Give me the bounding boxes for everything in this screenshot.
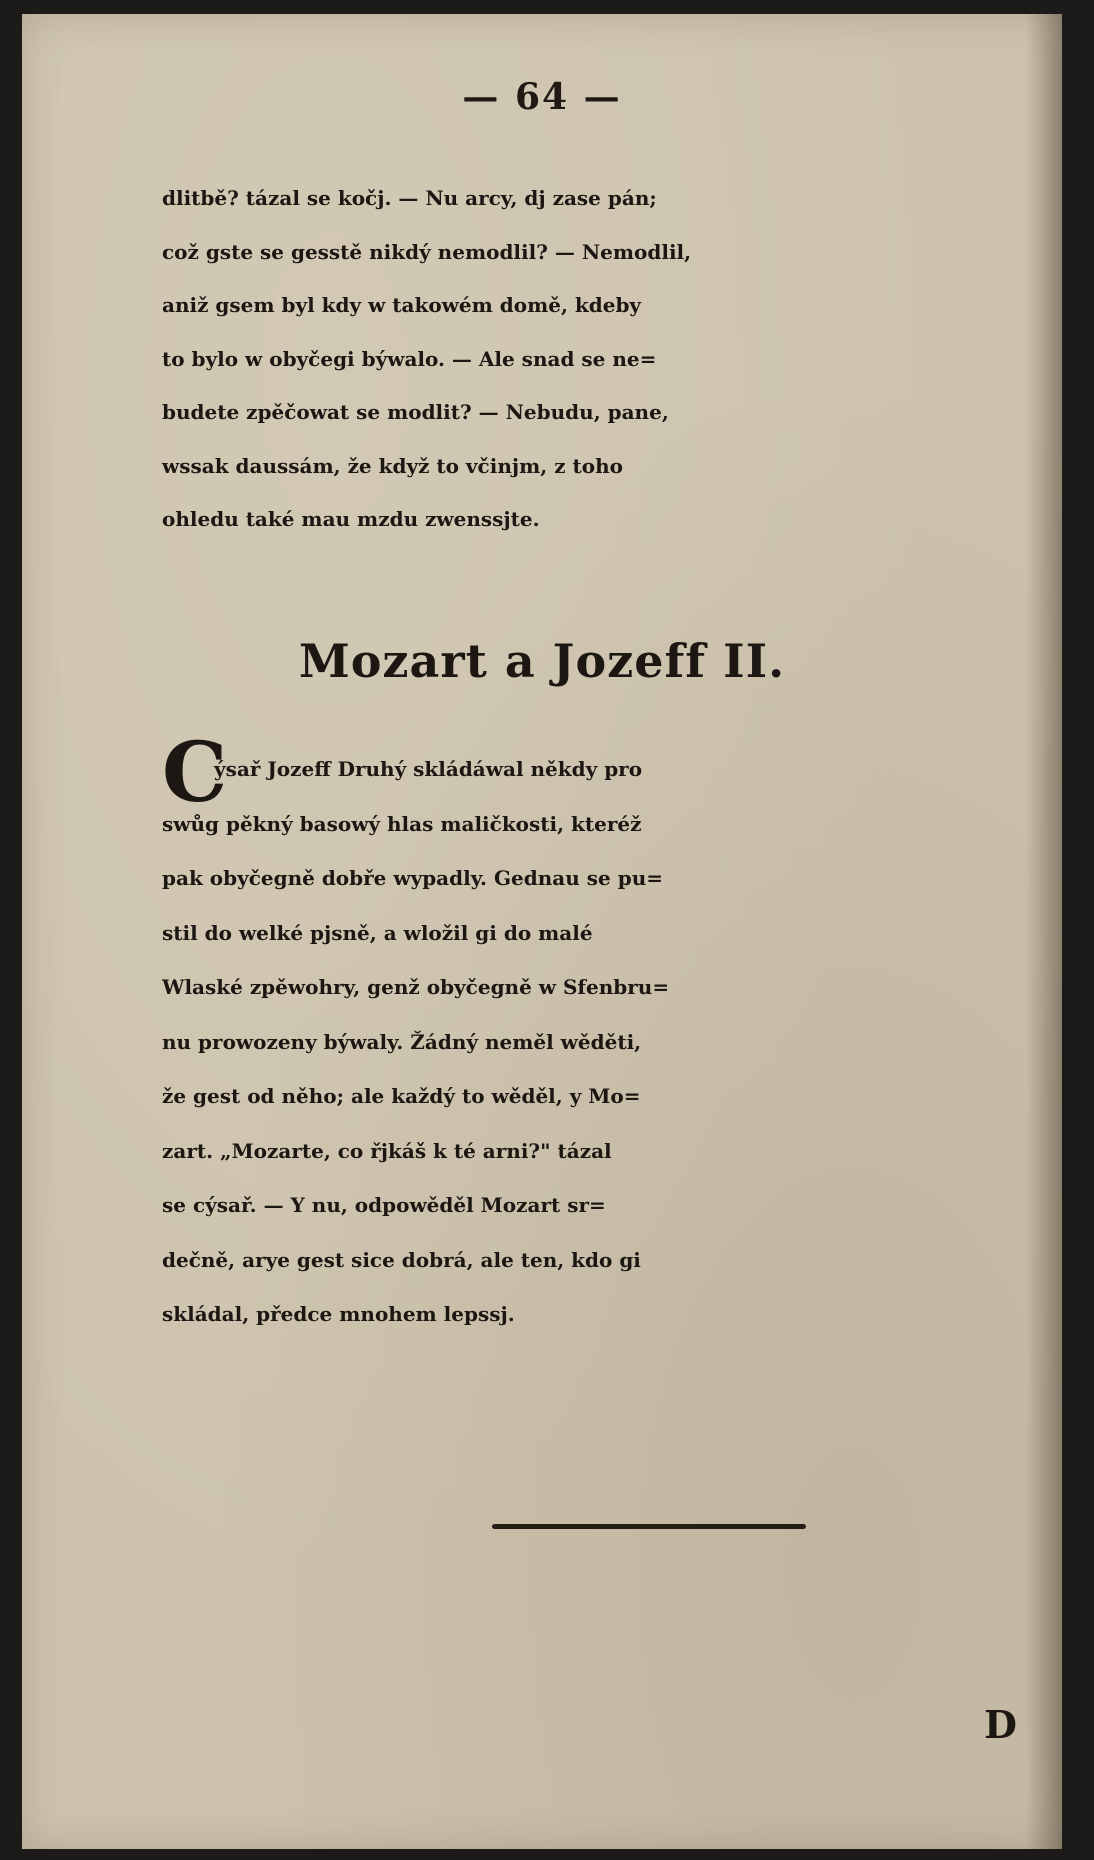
text-line: wssak daussám, že když to včinjm, z toho <box>162 453 623 478</box>
text-line: budete zpěčowat se modlit? — Nebudu, pane, <box>162 400 669 424</box>
signature-mark: D <box>984 1702 1017 1747</box>
text-line: skládal, předce mnohem lepssj. <box>162 1302 515 1326</box>
section-divider-rule <box>492 1524 806 1529</box>
text-line: což gste se gesstě nikdý nemodlil? — Nemodlil, <box>162 239 692 264</box>
text-line: swůg pěkný basowý hlas maličkosti, kteréž <box>162 811 642 836</box>
paragraph-dialogue <box>162 172 1062 547</box>
text-line-content: ýsař Jozeff Druhý skládáwal někdy pro <box>214 757 643 781</box>
text-line: pak obyčegně dobře wypadly. Gednau se pu= <box>162 866 663 890</box>
text-line: Wlaské zpěwohry, genž obyčegně w Sfenbru= <box>162 975 670 999</box>
text-line: dlitbě? tázal se kočj. — Nu arcy, dj zase pán; <box>162 186 657 210</box>
text-line: ohledu také mau mzdu zwenssjte. <box>162 507 540 531</box>
text-line: aniž gsem byl kdy w takowém domě, kdeby <box>162 293 642 317</box>
text-line: zart. „Mozarte, co řjkáš k té arni?" tázal <box>162 1138 612 1163</box>
drop-cap: C <box>162 725 228 821</box>
book-page <box>22 14 1062 1849</box>
text-line: dečně, arye gest sice dobrá, ale ten, kdo gi <box>162 1247 641 1272</box>
text-line: stil do welké pjsně, a wložil gi do malé <box>162 920 593 945</box>
text-line: se cýsař. — Y nu, odpowěděl Mozart sr= <box>162 1193 606 1217</box>
text-line: to bylo w obyčegi býwalo. — Ale snad se ne= <box>162 346 657 371</box>
paragraph-anecdote <box>162 742 1062 1342</box>
section-heading: Mozart a Jozeff II. <box>298 634 786 688</box>
text-line <box>162 742 1062 797</box>
text-line: nu prowozeny býwaly. Žádný neměl wěděti, <box>162 1029 642 1054</box>
page-number: — 64 — <box>462 76 622 118</box>
text-line: že gest od něho; ale každý to wěděl, y Mo= <box>162 1084 641 1108</box>
